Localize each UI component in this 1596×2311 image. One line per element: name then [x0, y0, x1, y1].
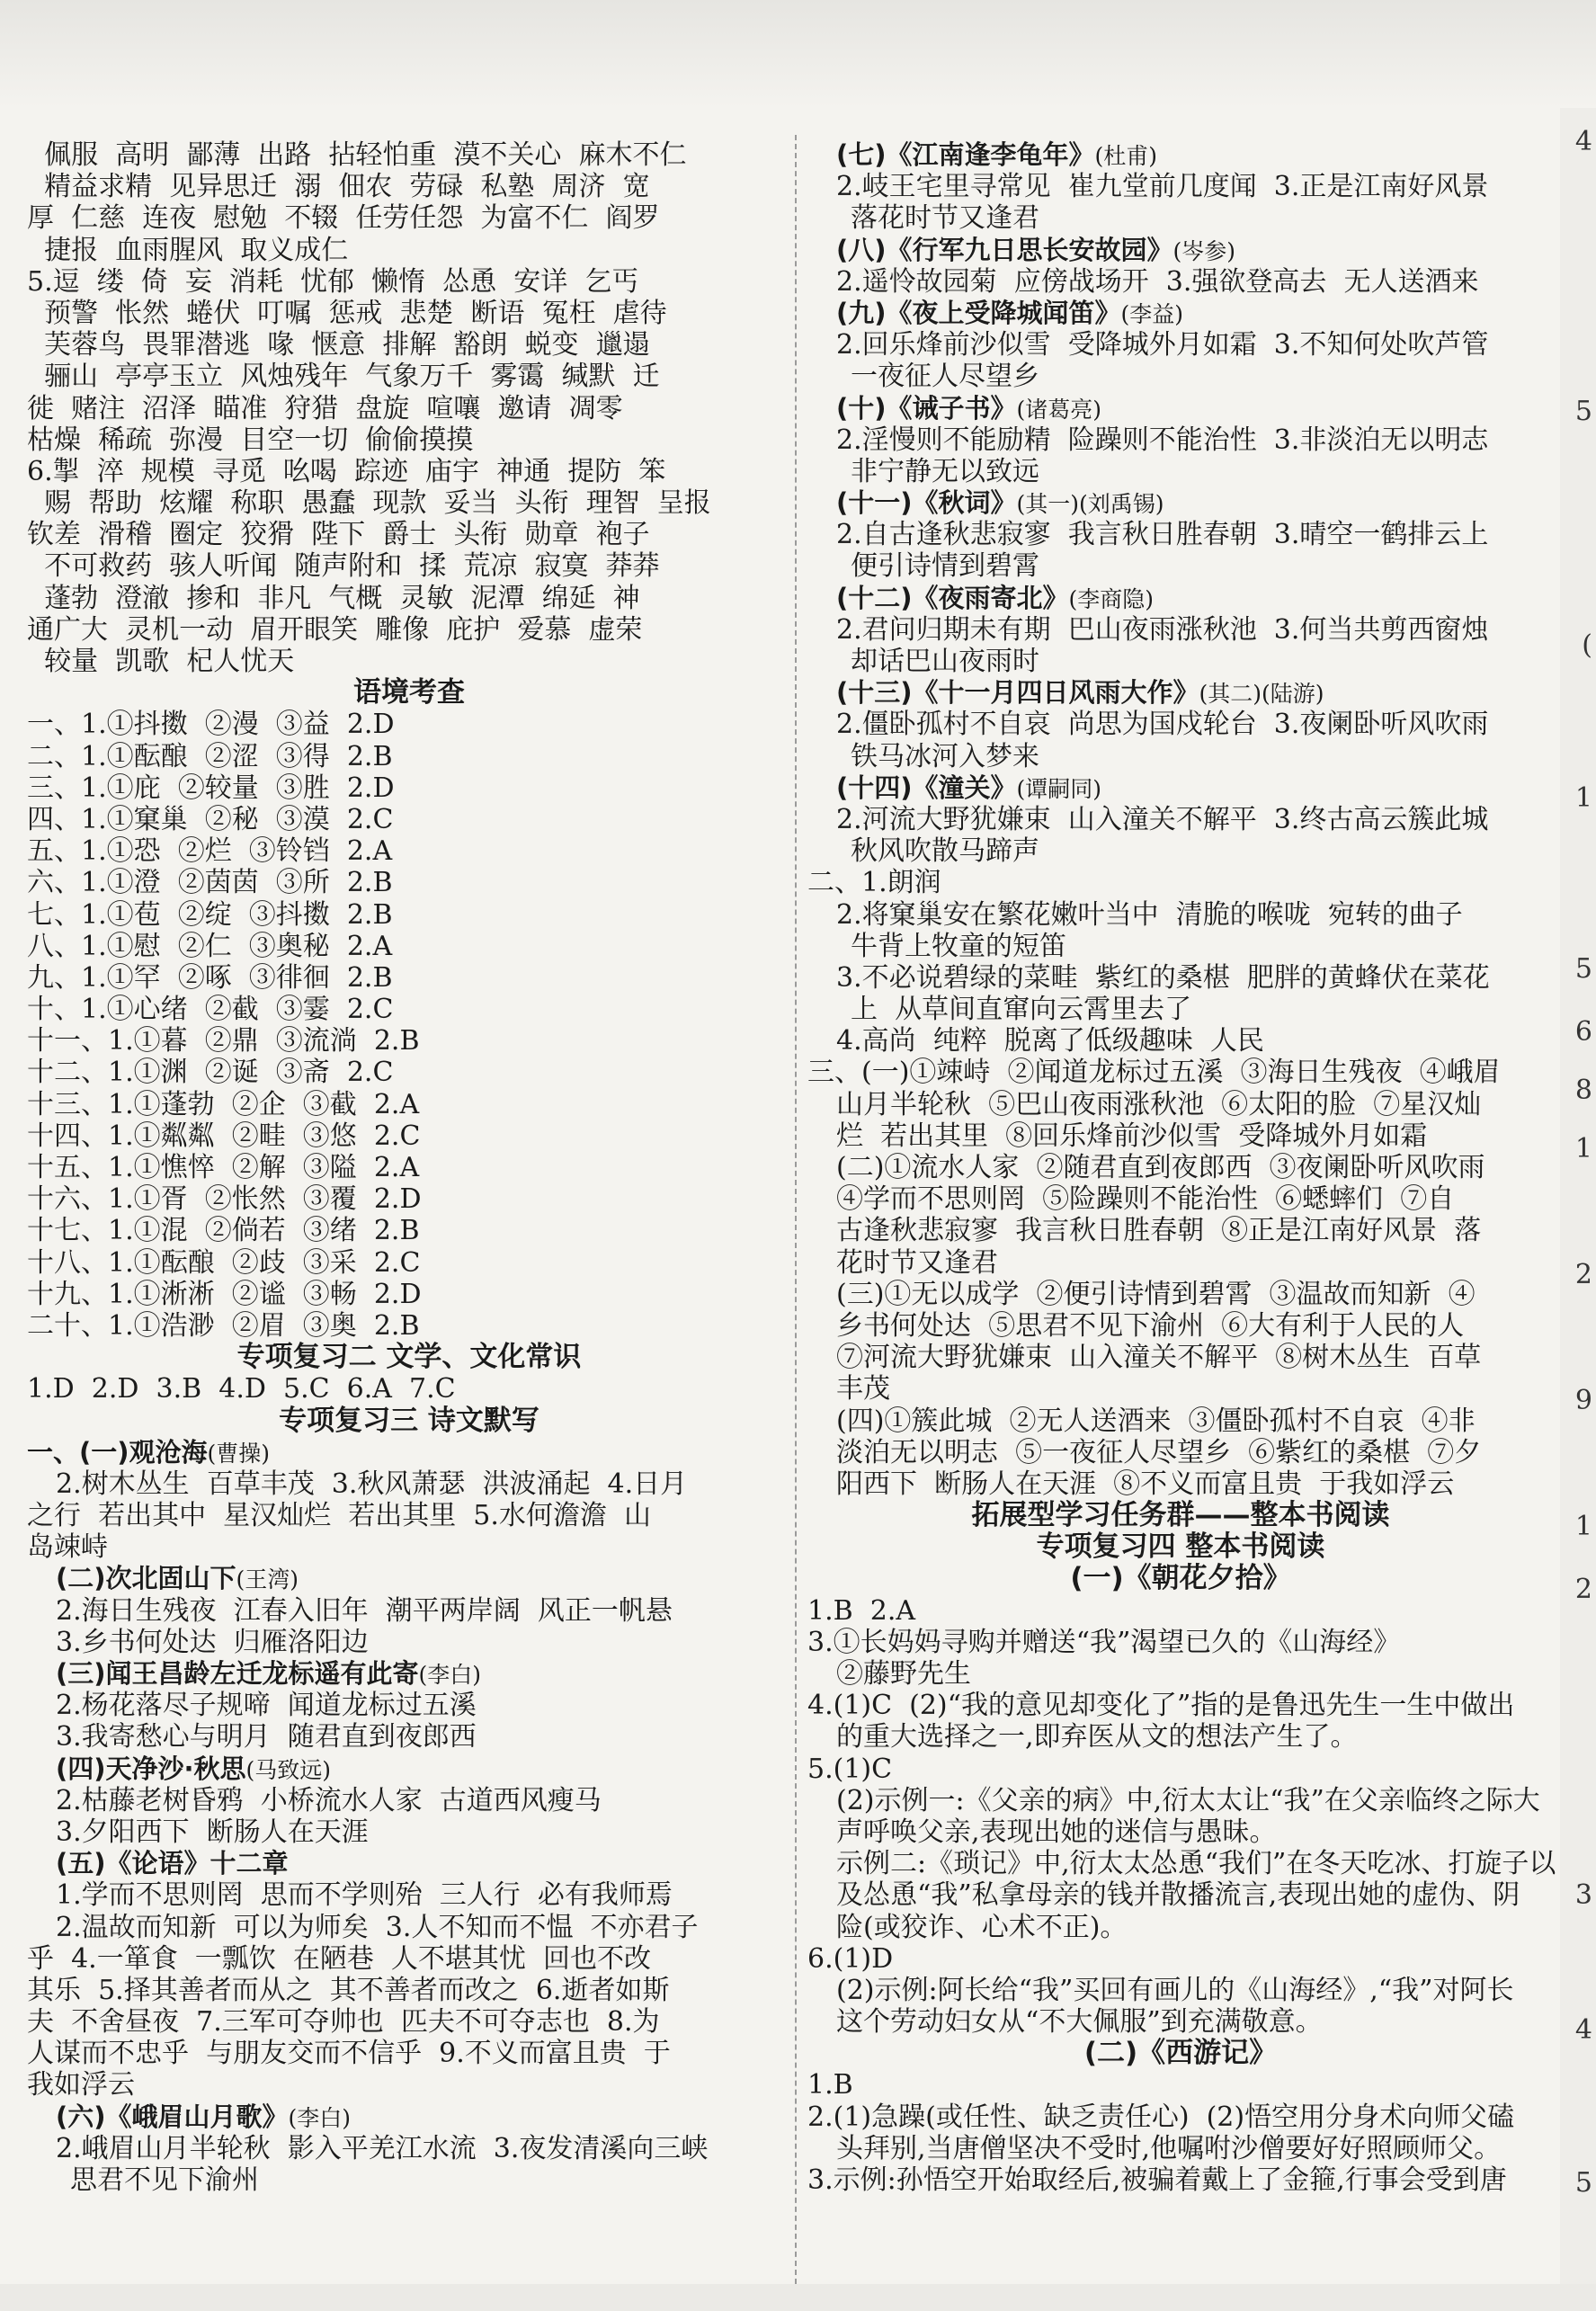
- answer-line: 牛背上牧童的短笛: [851, 930, 1066, 962]
- page-top-band: [0, 0, 1596, 108]
- page-bottom-band: [0, 2284, 1596, 2311]
- word-list-line: 厚 仁慈 连夜 慰勉 不辍 任劳任怨 为富不仁 阎罗: [27, 202, 660, 235]
- answer-line: 头拜别,当唐僧坚决不受时,他嘱咐沙僧要好好照顾师父。: [836, 2132, 1502, 2164]
- edge-fragment: 4: [1574, 126, 1592, 157]
- answer-line: 上 从草间直窜向云霄里去了: [851, 994, 1192, 1026]
- answer-line: 乎 4.一箪食 一瓢饮 在陋巷 人不堪其忧 回也不改: [27, 1942, 651, 1975]
- answer-line: 2.枯藤老树昏鸦 小桥流水人家 古道西风瘦马: [56, 1784, 602, 1816]
- edge-fragment: 5: [1574, 2167, 1592, 2199]
- word-list-line: 佩服 高明 鄙薄 出路 拈轻怕重 漠不关心 麻木不仁: [27, 139, 687, 171]
- edge-fragment: 8: [1574, 1075, 1592, 1106]
- answer-line: 4.高尚 纯粹 脱离了低级趣味 人民: [836, 1025, 1264, 1057]
- poem-title-text: 一、(一)观沧海: [27, 1436, 208, 1468]
- answer-line: 的重大选择之一,即弃医从文的想法产生了。: [836, 1721, 1358, 1753]
- answer-line: 2.杨花落尽子规啼 闻道龙标过五溪: [56, 1690, 477, 1722]
- poem-author: (岑参): [1172, 237, 1236, 264]
- poem-title-text: (十四)《潼关》: [836, 772, 1017, 803]
- poem-author: (马致远): [245, 1756, 332, 1783]
- answer-line: 铁马冰河入梦来: [851, 740, 1039, 772]
- answer-line: 之行 若出其中 星汉灿烂 若出其里 5.水何澹澹 山: [27, 1500, 651, 1532]
- poem-title: [807, 583, 1554, 614]
- column-divider: [795, 135, 797, 2293]
- answer-line: 2.海日生残夜 江春入旧年 潮平两岸阔 风正一帆悬: [56, 1594, 673, 1627]
- poem-author: (李白): [418, 1662, 482, 1688]
- answer-line: (二)①流水人家 ②随君直到夜郎西 ③夜阑卧听风吹雨: [836, 1152, 1485, 1183]
- context-answer-line: 十八、1.①酝酿 ②歧 ③采 2.C: [27, 1246, 421, 1279]
- answer-line: 阳西下 断肠人在天涯 ⑧不义而富且贵 于我如浮云: [836, 1468, 1455, 1500]
- poem-title-text: (七)《江南逢李龟年》: [836, 139, 1095, 170]
- answer-line: ⑦河流大野犹嫌束 山入潼关不解平 ⑧树木丛生 百草: [836, 1342, 1482, 1374]
- poem-title-text: (八)《行军九日思长安故园》: [836, 234, 1173, 265]
- edge-fragment: 1: [1574, 782, 1592, 814]
- answer-line: 丰茂: [836, 1373, 890, 1405]
- poem-title: [807, 139, 1554, 171]
- answer-line: 却话巴山夜雨时: [851, 646, 1039, 677]
- context-answer-line: 十三、1.①蓬勃 ②企 ③截 2.A: [27, 1088, 420, 1120]
- word-list-line: 不可救药 骇人听闻 随声附和 揉 荒凉 寂寞 莽莽: [27, 550, 660, 583]
- poem-title-text: (十一)《秋词》: [836, 487, 1017, 519]
- review2-heading: 专项复习二 文学、文化常识: [236, 1341, 582, 1374]
- poem-title-text: (五)《论语》十二章: [56, 1848, 289, 1879]
- answer-line: (2)示例一:《父亲的病》中,衍太太让“我”在父亲临终之际大: [836, 1784, 1540, 1816]
- section-heading: 专项复习四 整本书阅读: [1036, 1530, 1325, 1564]
- answer-line: 2.温故而知新 可以为师矣 3.人不知而不愠 不亦君子: [56, 1911, 699, 1943]
- answer-line: 古逢秋悲寂寥 我言秋日胜春朝 ⑧正是江南好风景 落: [836, 1215, 1482, 1247]
- poem-title-text: (十二)《夜雨寄北》: [836, 582, 1069, 613]
- edge-fragment: 5: [1574, 953, 1592, 985]
- answer-line: 2.峨眉山月半轮秋 影入平羌江水流 3.夜发清溪向三峡: [56, 2132, 709, 2164]
- poem-author: (李白): [288, 2104, 352, 2131]
- word-list-line: 钦差 滑稽 圈定 狡猾 陛下 爵士 头衔 勋章 袍子: [27, 519, 650, 551]
- section-heading: (一)《朝花夕拾》: [1070, 1562, 1291, 1595]
- answer-line: 一夜征人尽望乡: [851, 361, 1039, 393]
- context-answer-line: 十五、1.①憔悴 ②解 ③隘 2.A: [27, 1152, 420, 1183]
- answer-line: 落花时节又逢君: [851, 202, 1039, 235]
- context-answer-line: 十六、1.①胥 ②怅然 ③覆 2.D: [27, 1183, 422, 1216]
- edge-fragment: 9: [1574, 1385, 1592, 1416]
- poem-author: (其二)(陆游): [1199, 681, 1324, 708]
- edge-fragment: 2: [1574, 1259, 1592, 1290]
- poem-author: (其一)(刘禹锡): [1016, 491, 1164, 518]
- context-answer-line: 四、1.①窠巢 ②秘 ③漠 2.C: [27, 803, 394, 835]
- answer-line: 险(或狡诈、心术不正)。: [836, 1911, 1128, 1943]
- context-answer-line: 十、1.①心绪 ②截 ③霎 2.C: [27, 994, 394, 1026]
- context-answer-line: 七、1.①苞 ②绽 ③抖擞 2.B: [27, 898, 393, 931]
- answer-line: (2)示例:阿长给“我”买回有画儿的《山海经》,“我”对阿长: [836, 1974, 1514, 2006]
- answer-line: 2.淫慢则不能励精 险躁则不能治性 3.非淡泊无以明志: [836, 424, 1489, 456]
- answer-line: 思君不见下渝州: [70, 2164, 259, 2196]
- context-answer-line: 二、1.①酝酿 ②涩 ③得 2.B: [27, 740, 393, 772]
- answer-line: (三)①无以成学 ②便引诗情到碧霄 ③温故而知新 ④: [836, 1278, 1476, 1310]
- answer-line: 2.岐王宅里寻常见 崔九堂前几度闻 3.正是江南好风景: [836, 171, 1489, 203]
- poem-title-text: (三)闻王昌龄左迁龙标遥有此寄: [56, 1658, 419, 1689]
- poem-title-text: (九)《夜上受降城闻笛》: [836, 297, 1121, 328]
- edge-fragment: 1: [1574, 1511, 1592, 1542]
- poem-title: [27, 1563, 791, 1594]
- context-answer-line: 六、1.①澄 ②茵茵 ③所 2.B: [27, 867, 393, 899]
- edge-fragment: 4: [1574, 2014, 1592, 2046]
- edge-fragment: 6: [1574, 1016, 1592, 1048]
- answer-line: 示例二:《琐记》中,衍太太怂恿“我们”在冬天吃冰、打旋子以: [836, 1848, 1556, 1880]
- context-answer-line: 二十、1.①浩渺 ②眉 ③奥 2.B: [27, 1309, 420, 1342]
- answer-line: 3.①长妈妈寻购并赠送“我”渴望已久的《山海经》: [807, 1626, 1401, 1658]
- answer-line: (四)①簇此城 ②无人送酒来 ③僵卧孤村不自哀 ④非: [836, 1405, 1476, 1437]
- answer-line: 三、(一)①竦峙 ②闻道龙标过五溪 ③海日生残夜 ④峨眉: [807, 1057, 1501, 1089]
- context-answer-line: 九、1.①罕 ②啄 ③徘徊 2.B: [27, 961, 393, 994]
- answer-line: 岛竦峙: [27, 1531, 108, 1564]
- answer-line: 3.夕阳西下 断肠人在天涯: [56, 1816, 369, 1848]
- context-answer-line: 五、1.①恐 ②烂 ③铃铛 2.A: [27, 835, 393, 868]
- poem-author: (曹操): [207, 1440, 271, 1467]
- context-answer-line: 八、1.①慰 ②仁 ③奥秘 2.A: [27, 930, 393, 962]
- poem-title: [807, 677, 1554, 709]
- context-answer-line: 三、1.①庇 ②较量 ③胜 2.D: [27, 772, 395, 804]
- answer-line: 这个劳动妇女从“不大佩服”到充满敬意。: [836, 2006, 1323, 2039]
- answer-line: 3.我寄愁心与明月 随君直到夜郎西: [56, 1721, 477, 1753]
- answer-line: 便引诗情到碧霄: [851, 550, 1039, 583]
- answer-line: 2.树木丛生 百草丰茂 3.秋风萧瑟 洪波涌起 4.日月: [56, 1468, 688, 1500]
- answer-line: 非宁静无以致远: [851, 455, 1039, 487]
- answer-line: 3.不必说碧绿的菜畦 紫红的桑椹 肥胖的黄蜂伏在菜花: [836, 961, 1490, 994]
- answer-line: 人谋而不忠乎 与朋友交而不信乎 9.不义而富且贵 于: [27, 2038, 671, 2070]
- context-answer-line: 十二、1.①渊 ②诞 ③斋 2.C: [27, 1057, 394, 1089]
- answer-line: 烂 若出其里 ⑧回乐烽前沙似雪 受降城外月如霜: [836, 1120, 1428, 1152]
- poem-title: [807, 772, 1554, 804]
- poem-title: [27, 1437, 791, 1468]
- edge-fragment: 5: [1574, 396, 1592, 427]
- poem-title-text: (十)《诫子书》: [836, 392, 1017, 424]
- answer-line: 2.自古逢秋悲寂寥 我言秋日胜春朝 3.晴空一鹤排云上: [836, 519, 1489, 551]
- answer-line: 夫 不舍昼夜 7.三军可夺帅也 匹夫不可夺志也 8.为: [27, 2006, 660, 2039]
- word-list-line: 精益求精 见异思迁 溺 佃农 劳碌 私塾 周济 宽: [27, 171, 650, 203]
- section-heading: (二)《西游记》: [1083, 2037, 1278, 2070]
- answer-line: 2.僵卧孤村不自哀 尚思为国戍轮台 3.夜阑卧听风吹雨: [836, 709, 1489, 741]
- answer-line: 2.河流大野犹嫌束 山入潼关不解平 3.终古高云簇此城: [836, 803, 1489, 835]
- answer-line: 乡书何处达 ⑤思君不见下渝州 ⑥大有利于人民的人: [836, 1309, 1465, 1342]
- answer-line: 3.乡书何处达 归雁洛阳边: [56, 1626, 369, 1658]
- edge-fragment: 3: [1574, 1879, 1592, 1911]
- answer-line: 花时节又逢君: [836, 1246, 998, 1279]
- answer-line: 5.(1)C: [807, 1753, 893, 1785]
- context-answer-line: 十四、1.①粼粼 ②畦 ③悠 2.C: [27, 1120, 421, 1152]
- poem-title: [27, 1658, 791, 1690]
- word-list-line: 6.掣 淬 规模 寻觅 吆喝 踪迹 庙宇 神通 提防 笨: [27, 455, 666, 487]
- poem-title-text: (六)《峨眉山月歌》: [56, 2101, 289, 2132]
- poem-title: [807, 298, 1554, 329]
- context-answer-line: 十一、1.①暮 ②鼎 ③流淌 2.B: [27, 1025, 420, 1057]
- context-answer-line: 十九、1.①淅淅 ②谧 ③畅 2.D: [27, 1278, 422, 1310]
- word-list-line: 赐 帮助 炫耀 称职 愚蠢 现款 妥当 头衔 理智 呈报: [27, 487, 711, 520]
- answer-line: 2.将窠巢安在繁花嫩叶当中 清脆的喉咙 宛转的曲子: [836, 898, 1463, 931]
- poem-title-text: (十三)《十一月四日风雨大作》: [836, 677, 1199, 709]
- answer-line: 4.(1)C (2)“我的意见却变化了”指的是鲁迅先生一生中做出: [807, 1690, 1515, 1722]
- poem-title: [807, 487, 1554, 519]
- answer-line: 2.遥怜故园菊 应傍战场开 3.强欲登高去 无人送酒来: [836, 265, 1479, 298]
- poem-title: [27, 2101, 791, 2133]
- answer-line: ④学而不思则罔 ⑤险躁则不能治性 ⑥蟋蟀们 ⑦自: [836, 1183, 1455, 1216]
- answer-line: ②藤野先生: [836, 1658, 971, 1690]
- answer-line: 1.B: [807, 2069, 853, 2101]
- answer-line: 二、1.朗润: [807, 867, 941, 899]
- poem-title-text: (二)次北固山下: [56, 1563, 236, 1594]
- word-list-line: 通广大 灵机一动 眉开眼笑 雕像 庇护 爱慕 虚荣: [27, 613, 643, 646]
- poem-author: (李益): [1120, 300, 1184, 327]
- answer-line: 我如浮云: [27, 2069, 135, 2101]
- answer-line: 其乐 5.择其善者而从之 其不善者而改之 6.逝者如斯: [27, 1974, 670, 2006]
- poem-title: [27, 1848, 791, 1879]
- poem-author: (王湾): [236, 1566, 299, 1593]
- edge-fragment: (: [1582, 629, 1592, 661]
- word-list-line: 芙蓉鸟 畏罪潜逃 喙 惬意 排解 豁朗 蜕变 邋遢: [27, 329, 650, 361]
- answer-line: 及怂恿“我”私拿母亲的钱并散播流言,表现出她的虚伪、阴: [836, 1879, 1520, 1912]
- edge-fragment: 2: [1574, 1574, 1592, 1605]
- right-column: [807, 139, 1554, 2196]
- poem-title-text: (四)天净沙·秋思: [56, 1753, 246, 1784]
- poem-author: (杜甫): [1094, 143, 1158, 169]
- next-page-edge: [1560, 108, 1596, 2302]
- poem-title: [807, 393, 1554, 424]
- poem-author: (李商隐): [1068, 585, 1155, 612]
- answer-line: 声呼唤父亲,表现出她的迷信与愚昧。: [836, 1816, 1277, 1848]
- left-column: [27, 139, 791, 2196]
- word-list-line: 预警 怅然 蜷伏 叮嘱 惩戒 悲楚 断语 冤枉 虐待: [27, 297, 667, 329]
- review2-answers: 1.D 2.D 3.B 4.D 5.C 6.A 7.C: [27, 1373, 456, 1405]
- answer-line: 山月半轮秋 ⑤巴山夜雨涨秋池 ⑥太阳的脸 ⑦星汉灿: [836, 1088, 1482, 1120]
- answer-line: 2.回乐烽前沙似雪 受降城外月如霜 3.不知何处吹芦管: [836, 329, 1489, 361]
- word-list-line: 枯燥 稀疏 弥漫 目空一切 偷偷摸摸: [27, 424, 474, 456]
- answer-line: 2.君问归期未有期 巴山夜雨涨秋池 3.何当共剪西窗烛: [836, 613, 1489, 646]
- context-answer-line: 十七、1.①混 ②倘若 ③绪 2.B: [27, 1215, 420, 1247]
- context-heading: 语境考查: [353, 676, 465, 709]
- word-list-line: 5.逗 缕 倚 妄 消耗 忧郁 懒惰 怂恿 安详 乞丐: [27, 265, 639, 298]
- word-list-line: 捷报 血雨腥风 取义成仁: [27, 234, 349, 266]
- section-heading: 拓展型学习任务群——整本书阅读: [971, 1499, 1390, 1532]
- word-list-line: 骊山 亭亭玉立 风烛残年 气象万千 雾霭 缄默 迁: [27, 361, 660, 393]
- poem-title: [27, 1753, 791, 1785]
- edge-fragment: 1: [1574, 1133, 1592, 1164]
- answer-line: 1.学而不思则罔 思而不学则殆 三人行 必有我师焉: [56, 1879, 673, 1912]
- answer-line: 3.示例:孙悟空开始取经后,被骗着戴上了金箍,行事会受到唐: [807, 2164, 1507, 2196]
- word-list-line: 较量 凯歌 杞人忧天: [27, 646, 295, 677]
- word-list-line: 徙 赌注 沼泽 瞄准 狩猎 盘旋 喧嚷 邀请 凋零: [27, 392, 623, 424]
- poem-author: (谭嗣同): [1016, 775, 1102, 802]
- answer-line: 6.(1)D: [807, 1942, 894, 1975]
- context-answer-line: 一、1.①抖擞 ②漫 ③益 2.D: [27, 709, 395, 741]
- answer-line: 1.B 2.A: [807, 1594, 916, 1627]
- word-list-line: 蓬勃 澄澈 掺和 非凡 气概 灵敏 泥潭 绵延 神: [27, 582, 640, 614]
- answer-line: 淡泊无以明志 ⑤一夜征人尽望乡 ⑥紫红的桑椹 ⑦夕: [836, 1436, 1482, 1468]
- answer-line: 秋风吹散马蹄声: [851, 835, 1039, 868]
- poem-title: [807, 235, 1554, 266]
- answer-line: 2.(1)急躁(或任性、缺乏责任心) (2)悟空用分身术向师父磕: [807, 2101, 1515, 2133]
- review3-heading: 专项复习三 诗文默写: [279, 1404, 539, 1437]
- poem-author: (诸葛亮): [1016, 396, 1102, 423]
